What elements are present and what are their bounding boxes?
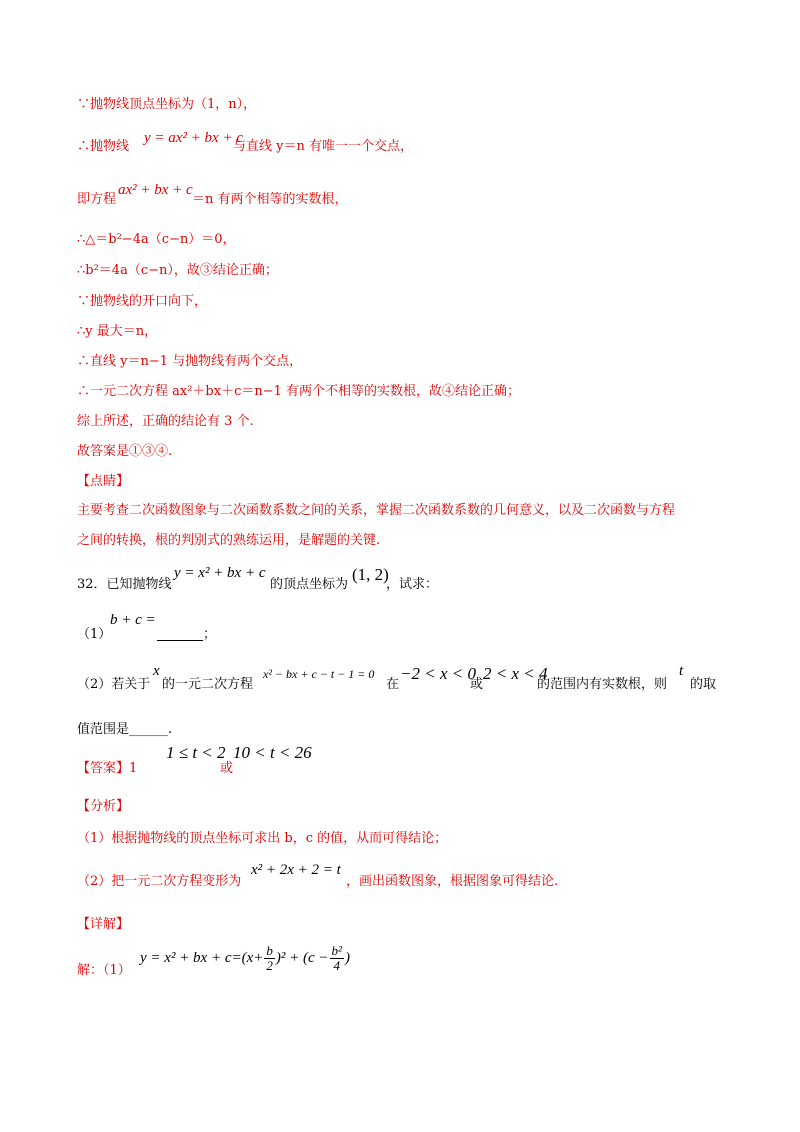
analysis-heading: 【分析】	[77, 799, 130, 814]
dianjing-heading: 【点睛】	[77, 474, 130, 489]
red-l10: 综上所述，正确的结论有 3 个.	[77, 414, 254, 429]
math-parabola-1: y = ax² + bx + c	[144, 130, 243, 146]
dianjing-text-2: 之间的转换，根的判别式的熟练运用，是解题的关键.	[77, 533, 381, 548]
q32-part2-range1: −2 < x < 0	[400, 664, 476, 683]
red-l4: ∴△＝b²−4a（c−n）＝0，	[77, 232, 236, 247]
q32-part2-b: 在	[386, 677, 400, 692]
fraction-b2-over-4: $\frac{\text{b²}}{4}$	[331, 943, 342, 973]
fraction-b-over-2: $\frac{b}{2}$	[266, 943, 273, 973]
q32-part2-label: （2）若关于	[77, 677, 151, 692]
q32-part1-blank: ；	[157, 626, 216, 644]
answer-or: 或	[220, 761, 234, 776]
red-l2-post: 与直线 y＝n 有唯一一个交点，	[233, 139, 413, 154]
red-l5: ∴b²＝4a（c−n），故③结论正确；	[77, 263, 278, 278]
q32-part2-a: 的一元二次方程	[162, 677, 254, 692]
q32-stem: 32．已知抛物线	[77, 577, 172, 592]
q32-part2-line2: 值范围是______.	[77, 722, 173, 737]
q32-stem-post: ，试求：	[386, 577, 439, 592]
q32-math-parabola: y = x² + bx + c	[174, 565, 266, 581]
analysis-2-post: ，画出函数图象，根据图象可得结论.	[346, 874, 559, 889]
q32-part2-x: x	[153, 663, 160, 679]
red-l7: ∴y 最大＝n，	[77, 324, 158, 339]
answer-heading: 【答案】1	[77, 761, 138, 776]
q32-part2-or: 或	[470, 677, 484, 692]
q32-part2-equation: x² − bx + c − t − 1 = 0	[263, 667, 375, 681]
solution-formula: y = x² + bx + c=(x+ $\frac{b}{2}$ )² + (c − $\frac{\text{b²}}{4}$ )	[140, 943, 350, 973]
analysis-2-math: x² + 2x + 2 = t	[251, 862, 341, 878]
q32-part2-d: 的取	[690, 677, 717, 692]
q32-part2-t: t	[679, 663, 684, 679]
q32-part2-range2: 2 < x < 4	[483, 664, 548, 683]
red-l3-post: ＝n 有两个相等的实数根，	[192, 192, 348, 207]
red-l2: ∴抛物线	[77, 139, 130, 154]
answer-range1: 1 ≤ t < 2	[166, 743, 226, 762]
detail-heading: 【详解】	[77, 917, 130, 932]
q32-part1-math: b + c =	[110, 612, 156, 628]
red-l3: 即方程	[77, 192, 117, 207]
answer-blank	[157, 626, 203, 641]
q32-part1-label: （1）	[77, 627, 112, 642]
analysis-1: （1）根据抛物线的顶点坐标可求出 b，c 的值，从而可得结论；	[77, 831, 448, 846]
red-l8: ∴直线 y＝n−1 与抛物线有两个交点，	[77, 354, 303, 369]
q32-part2-c: 的范围内有实数根，则	[537, 677, 668, 692]
math-eq-1: ax² + bx + c	[118, 182, 193, 198]
analysis-2-pre: （2）把一元二次方程变形为	[77, 874, 242, 889]
q32-math-vertex: (1, 2)	[352, 565, 389, 584]
red-l1: ∵抛物线顶点坐标为（1，n），	[77, 97, 257, 112]
q32-stem-mid: 的顶点坐标为	[270, 577, 349, 592]
red-l11: 故答案是①③④.	[77, 444, 173, 459]
answer-range2: 10 < t < 26	[233, 743, 312, 762]
red-l6: ∵抛物线的开口向下，	[77, 294, 208, 309]
red-l9: ∴一元二次方程 ax²＋bx＋c＝n−1 有两个不相等的实数根，故④结论正确；	[77, 384, 521, 399]
dianjing-text-1: 主要考查二次函数图象与二次函数系数之间的关系，掌握二次函数系数的几何意义，以及二次函数与方程	[77, 503, 676, 518]
solution-label: 解：（1）	[77, 963, 131, 978]
